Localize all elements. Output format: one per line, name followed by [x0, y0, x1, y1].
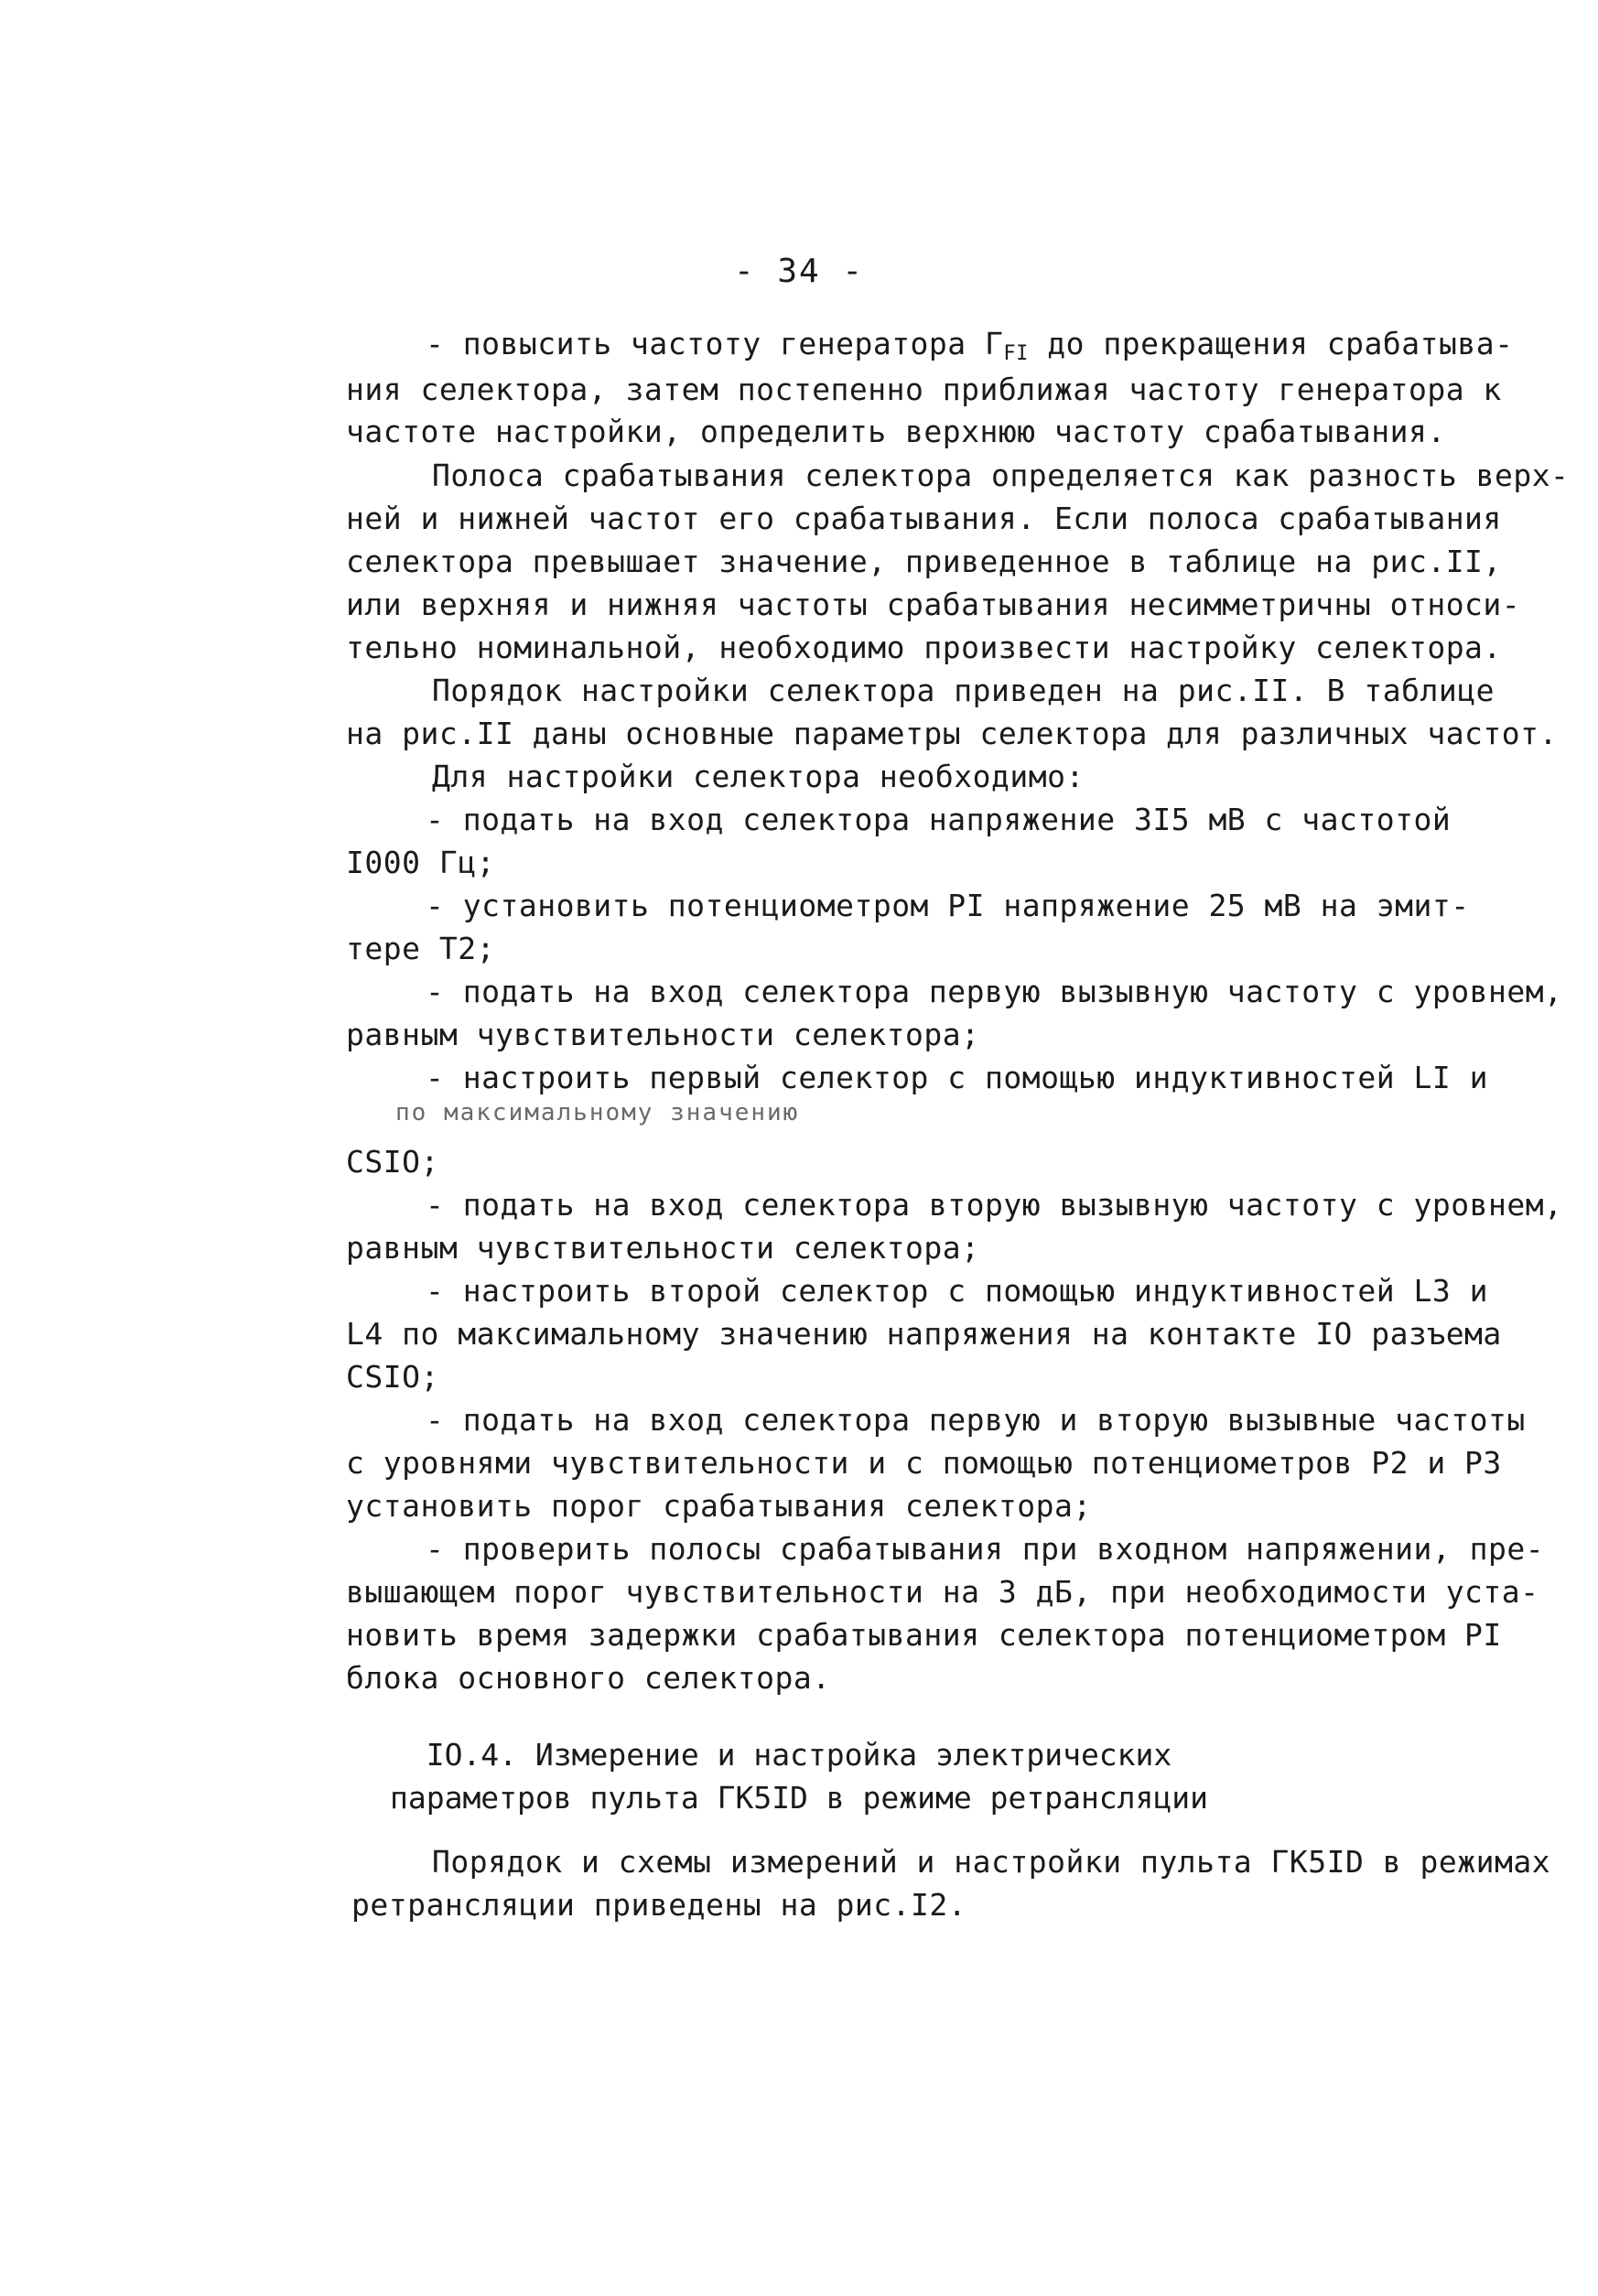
- text-line: равным чувствительности селектора;: [346, 1230, 980, 1266]
- text-line: частоте настройки, определить верхнюю частоту срабатывания.: [346, 414, 1446, 449]
- text-line: Для настройки селектора необходимо:: [432, 759, 1085, 794]
- text-line: Полоса срабатывания селектора определяется как разность верх-: [432, 458, 1570, 493]
- text-line: с уровнями чувствительности и с помощью потенциометров P2 и P3: [346, 1445, 1502, 1481]
- text-line: - подать на вход селектора первую и вторую вызывные частоты: [426, 1402, 1526, 1438]
- text-line: - подать на вход селектора вторую вызывную частоту с уровнем,: [426, 1187, 1563, 1223]
- text-line: L4 по максимальному значению напряжения на контакте IO разъема: [346, 1316, 1502, 1352]
- text-line: новить время задержки срабатывания селектора потенциометром PI: [346, 1617, 1502, 1653]
- text-line: или верхняя и нижняя частоты срабатывания несимметричны относи-: [346, 587, 1521, 622]
- text-line: равным чувствительности селектора;: [346, 1017, 980, 1052]
- text-line: блока основного селектора.: [346, 1660, 831, 1696]
- text-line: - установить потенциометром PI напряжение 25 мВ на эмит-: [426, 888, 1470, 923]
- section-heading: параметров пульта ГК5ID в режиме ретрансляции: [389, 1780, 1209, 1816]
- text-line: Порядок и схемы измерений и настройки пульта ГК5ID в режимах: [432, 1844, 1551, 1880]
- text-line: [426, 326, 1513, 372]
- text-line: установить порог срабатывания селектора;: [346, 1488, 1092, 1524]
- text-line: CSIO;: [346, 1144, 439, 1180]
- section-heading: IO.4. Измерение и настройка электрических: [426, 1737, 1172, 1773]
- text-line: на рис.II даны основные параметры селектора для различных частот.: [346, 716, 1558, 751]
- text-line: I000 Гц;: [346, 845, 495, 880]
- text-line: тере T2;: [346, 931, 495, 966]
- subscript: FI: [1003, 342, 1029, 365]
- text-line: тельно номинальной, необходимо произвести настройку селектора.: [346, 630, 1502, 665]
- text-line: селектора превышает значение, приведенное в таблице на рис.II,: [346, 544, 1502, 579]
- text-line: ния селектора, затем постепенно приближая частоту генератора к: [346, 372, 1502, 407]
- text-line: Порядок настройки селектора приведен на рис.II. В таблице: [432, 673, 1495, 708]
- text-segment: до прекращения срабатыва-: [1028, 326, 1514, 361]
- text-line: вышающем порог чувствительности на 3 дБ, при необходимости уста-: [346, 1574, 1539, 1610]
- text-line: - настроить второй селектор с помощью индуктивностей L3 и: [426, 1273, 1488, 1309]
- text-line: - настроить первый селектор с помощью индуктивностей LI и: [426, 1060, 1488, 1095]
- text-line: CSIO;: [346, 1359, 439, 1395]
- text-line: - проверить полосы срабатывания при входном напряжении, пре-: [426, 1531, 1545, 1567]
- text-segment: - повысить частоту генератора Г: [426, 326, 1004, 361]
- text-line: - подать на вход селектора напряжение 3I5 мВ с частотой: [426, 802, 1452, 837]
- text-line: ретрансляции приведены на рис.I2.: [351, 1887, 967, 1923]
- text-line: - подать на вход селектора первую вызывную частоту с уровнем,: [426, 974, 1563, 1009]
- text-line: ней и нижней частот его срабатывания. Если полоса срабатывания: [346, 501, 1502, 536]
- page-number: - 34 -: [733, 253, 865, 290]
- text-line: по максимальному значению: [395, 1099, 800, 1126]
